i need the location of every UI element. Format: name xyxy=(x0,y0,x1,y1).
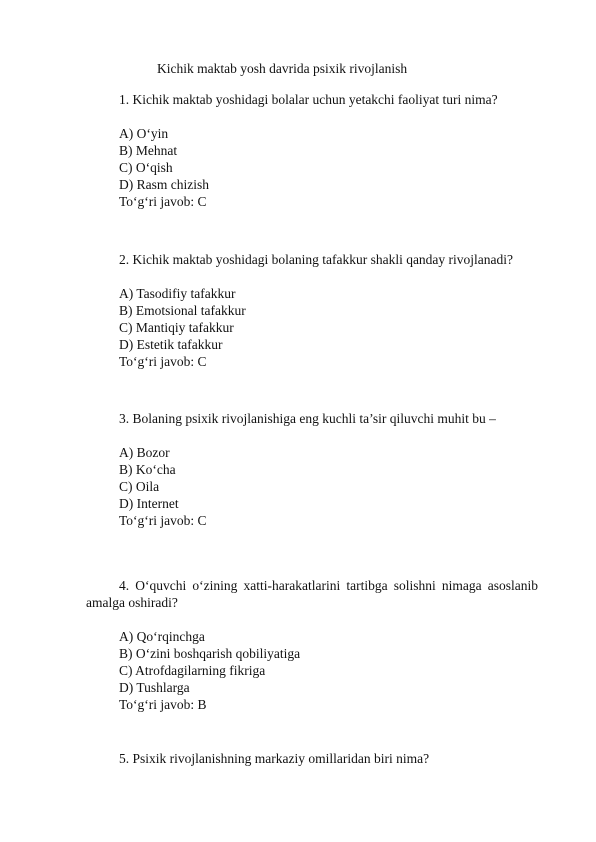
question-text: 5. Psixik rivojlanishning markaziy omillaridan biri nima? xyxy=(119,751,430,766)
option-c: C) Atrofdagilarning fikriga xyxy=(119,663,266,678)
question-2 xyxy=(86,251,538,370)
option-a: A) O‘yin xyxy=(119,126,169,141)
question-text: 3. Bolaning psixik rivojlanishiga eng kuchli ta’sir qiluvchi muhit bu – xyxy=(119,411,496,426)
correct-answer: To‘g‘ri javob: C xyxy=(119,354,207,369)
correct-answer: To‘g‘ri javob: C xyxy=(119,194,207,209)
option-b: B) Emotsional tafakkur xyxy=(119,303,246,318)
question-text: 1. Kichik maktab yoshidagi bolalar uchun yetakchi faoliyat turi nima? xyxy=(119,92,498,107)
options-list xyxy=(86,285,538,370)
correct-answer: To‘g‘ri javob: B xyxy=(119,697,207,712)
option-b: B) Mehnat xyxy=(119,143,178,158)
option-d: D) Estetik tafakkur xyxy=(119,337,223,352)
option-d: D) Rasm chizish xyxy=(119,177,209,192)
correct-answer: To‘g‘ri javob: C xyxy=(119,513,207,528)
option-a: A) Qo‘rqinchga xyxy=(119,629,205,644)
option-a: A) Tasodifiy tafakkur xyxy=(119,286,236,301)
option-d: D) Internet xyxy=(119,496,179,511)
option-a: A) Bozor xyxy=(119,445,170,460)
option-b: B) Ko‘cha xyxy=(119,462,176,477)
option-b: B) O‘zini boshqarish qobiliyatiga xyxy=(119,646,301,661)
question-4 xyxy=(86,577,538,713)
options-list xyxy=(86,444,538,529)
document-title: Kichik maktab yosh davrida psixik rivojlanish xyxy=(157,61,408,76)
question-text: 2. Kichik maktab yoshidagi bolaning tafakkur shakli qanday rivojlanadi? xyxy=(119,252,514,267)
options-list xyxy=(86,628,538,713)
question-3 xyxy=(86,410,538,529)
option-d: D) Tushlarga xyxy=(119,680,190,695)
option-c: C) Mantiqiy tafakkur xyxy=(119,320,234,335)
question-1 xyxy=(86,91,538,210)
question-5 xyxy=(86,750,538,767)
options-list xyxy=(86,125,538,210)
question-text: 4. O‘quvchi o‘zining xatti-harakatlarini tartibga solishni nimaga asoslanib amalga oshiradi? xyxy=(86,578,538,610)
option-c: C) O‘qish xyxy=(119,160,173,175)
option-c: C) Oila xyxy=(119,479,160,494)
